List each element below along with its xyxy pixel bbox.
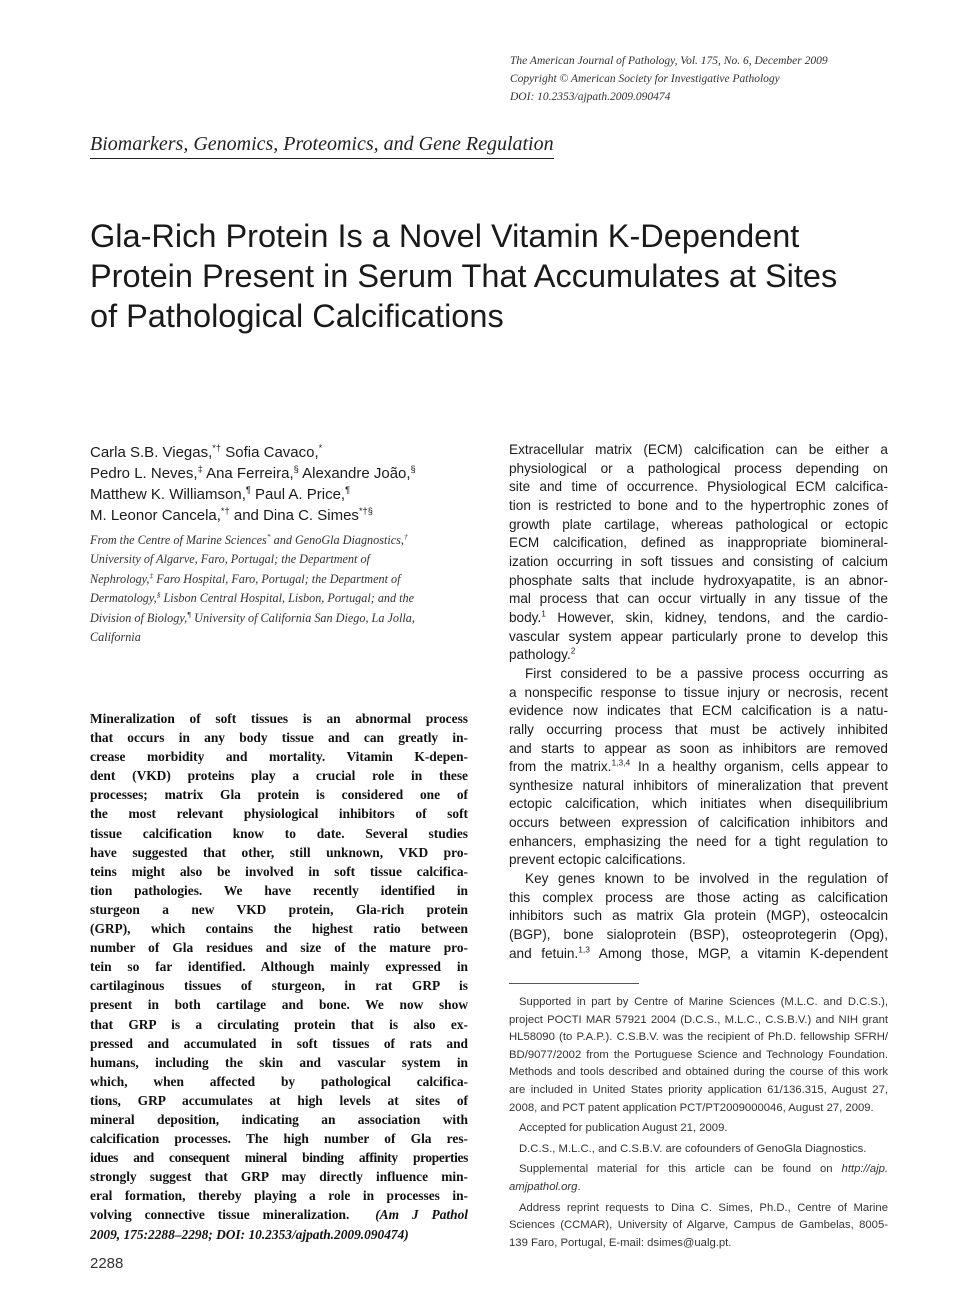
affiliation-mark: ‡ (149, 570, 154, 580)
affiliation-mark: † (403, 531, 408, 541)
author-name: Pedro L. Neves, (90, 465, 198, 482)
author-affiliation-mark: * (318, 443, 323, 453)
body-line: synthesize natural inhibitors of mineralization that prevent (509, 777, 888, 793)
reprint-footnote (509, 1200, 888, 1253)
author-name: Matthew K. Williamson, (90, 486, 246, 503)
paragraph-1 (509, 441, 888, 665)
abstract-line: sturgeon a new VKD protein, Gla-rich protein (90, 901, 468, 917)
body-line: (BGP), bone sialoprotein (BSP), osteoprotegerin (Opg), (509, 927, 888, 943)
footnote-line: Supported in part by Centre of Marine Sciences (M.L.C. and D.C.S.), (519, 996, 888, 1008)
author-affiliation-mark: ¶ (345, 485, 351, 495)
section-heading: Biomarkers, Genomics, Proteomics, and Gene Regulation (90, 130, 554, 159)
introduction-text (509, 441, 888, 963)
journal-copyright-line: Copyright © American Society for Investigative Pathology (510, 73, 780, 85)
body-line (509, 758, 888, 777)
abstract-text: volving connective tissue mineralization. (90, 1207, 350, 1223)
cofounders-footnote (509, 1141, 888, 1159)
footnote-line: Accepted for publication August 21, 2009. (519, 1122, 728, 1135)
affiliations (90, 531, 468, 647)
abstract-line: Mineralization of soft tissues is an abnormal process (90, 711, 468, 726)
affiliation-text: California (90, 630, 141, 645)
affiliation-text: University of Algarve, Faro, Portugal; the Department of (90, 552, 370, 567)
paragraph-2 (509, 665, 888, 870)
abstract-line: cartilaginous tissues of sturgeon, in rat GRP is (90, 978, 468, 994)
funding-footnote (509, 994, 888, 1117)
body-line: a nonspecific response to tissue injury or necrosis, recent (509, 684, 888, 700)
supplemental-link[interactable]: http://ajp. (841, 1163, 889, 1176)
journal-volume-line: The American Journal of Pathology, Vol. 175, No. 6, December 2009 (510, 55, 828, 67)
affiliation-text: Dermatology, (90, 591, 157, 606)
abstract-line: calcification processes. The high number of Gla res- (90, 1131, 468, 1147)
supplemental-link-continued[interactable]: amjpathol.org (509, 1180, 578, 1193)
author-line (90, 484, 490, 505)
affiliation-line (90, 531, 468, 550)
abstract-line: which, when affected by pathological calcifica- (90, 1073, 468, 1089)
author-affiliation-mark: § (293, 464, 299, 474)
author-name: M. Leonor Cancela, (90, 507, 221, 524)
author-line (90, 442, 490, 463)
body-line: Extracellular matrix (ECM) calcification can be either a (509, 442, 888, 457)
body-line (509, 609, 888, 628)
abstract-line: teins might also be involved in soft tissue calcifica- (90, 863, 468, 879)
affiliation-text: From the Centre of Marine Sciences (90, 533, 267, 547)
footnote-line: 139 Faro, Portugal, E-mail: dsimes@ualg.pt. (509, 1236, 732, 1249)
author-name: and Dina C. Simes (233, 507, 359, 524)
abstract-line: number of Gla residues and size of the mature pro- (90, 940, 468, 956)
footnote-line: are included in United States priority application 61/136.315, August 27, (509, 1083, 888, 1096)
title-line-1: Gla-Rich Protein Is a Novel Vitamin K-Dependent (90, 218, 800, 254)
body-line: site and time of occurrence. Physiological ECM calcifica- (509, 479, 888, 495)
affiliation-text: and GenoGla Diagnostics, (270, 533, 404, 547)
citation-ref[interactable]: 1,3,4 (611, 757, 631, 768)
footnote-line: Methods and tools described and obtained during the course of this work (509, 1066, 888, 1079)
affiliation-line (90, 589, 468, 608)
body-text: However, skin, kidney, tendons, and the cardio- (545, 609, 888, 625)
affiliation-text: University of California San Diego, La Jolla, (191, 610, 415, 625)
body-line: occurs between expression of calcification inhibitors and (509, 815, 888, 831)
footnote-line: Sciences (CCMAR), University of Algarve, Campus de Gambelas, 8005- (509, 1219, 888, 1232)
abstract-line: tissue calcification know to date. Several studies (90, 825, 468, 841)
abstract-line: mineral deposition, indicating an association with (90, 1111, 468, 1127)
journal-citation-header (510, 52, 950, 106)
body-line: this complex process are those acting as calcification (509, 889, 888, 905)
body-line: First considered to be a passive process occurring as (525, 665, 888, 681)
footnote-line: BD/9077/2002 from the Portuguese Science and Technology Foundation. (509, 1048, 888, 1061)
footnote-divider (509, 983, 639, 984)
author-affiliation-mark: *†§ (358, 506, 373, 516)
abstract-line: strongly suggest that GRP may directly influence min- (90, 1169, 468, 1185)
footnote-line: project POCTI MAR 57921 2004 (D.C.S., M.L.C., C.S.B.V.) and NIH grant (509, 1013, 888, 1026)
article-title (90, 216, 910, 336)
affiliation-mark: * (266, 531, 271, 541)
body-text: pathology. (509, 647, 571, 663)
page-number: 2288 (90, 1255, 124, 1272)
affiliation-text: Lisbon Central Hospital, Lisbon, Portugal; and the (160, 591, 415, 606)
author-affiliation-mark: *† (212, 443, 222, 453)
abstract-line: have suggested that other, still unknown, VKD pro- (90, 844, 468, 860)
body-line: rally occurring process that must be actively inhibited (509, 721, 888, 737)
supplemental-footnote (509, 1161, 888, 1196)
body-line (509, 646, 888, 665)
body-line (509, 945, 888, 964)
abstract-line: that occurs in any body tissue and can greatly in- (90, 730, 468, 746)
abstract-line: tion pathologies. We have recently identified in (90, 882, 468, 898)
abstract-line: dent (VKD) proteins play a crucial role in these (90, 768, 468, 784)
abstract-line: tein so far identified. Although mainly expressed in (90, 959, 468, 975)
abstract-line: pressed and accumulated in soft tissues of rats and (90, 1035, 468, 1051)
citation-ref[interactable]: 2 (570, 645, 576, 656)
footnote-line: Address reprint requests to Dina C. Simes, Ph.D., Centre of Marine (519, 1201, 888, 1214)
abstract-citation: (Am J Pathol (375, 1207, 468, 1223)
abstract-line: tions, GRP accumulates at high levels at sites of (90, 1092, 468, 1108)
footnote-line (509, 1179, 888, 1197)
body-line: ectopic calcification, which initiates when disequilibrium (509, 796, 888, 812)
footnote-text: Supplemental material for this article can be found on (519, 1163, 833, 1176)
author-affiliation-mark: ‡ (197, 464, 203, 474)
footnotes (509, 994, 888, 1255)
abstract-citation-line: 2009, 175:2288–2298; DOI: 10.2353/ajpath.2009.090474) (90, 1226, 409, 1242)
abstract-line: idues and consequent mineral binding affinity properties (90, 1150, 468, 1166)
footnote-line: D.C.S., M.L.C., and C.S.B.V. are cofounders of GenoGla Diagnostics. (519, 1142, 867, 1155)
author-affiliation-mark: ¶ (245, 485, 251, 495)
affiliation-line (90, 550, 468, 569)
affiliation-line (90, 628, 468, 647)
body-line: mal process that can occur virtually in any tissue of the (509, 591, 888, 607)
author-name: Paul A. Price, (255, 486, 346, 503)
abstract-line: (GRP), which contains the highest ratio between (90, 921, 468, 937)
affiliation-mark: ¶ (187, 609, 192, 619)
body-line: phosphate salts that include hydroxyapatite, is an abnor- (509, 572, 888, 588)
footnote-line: 2008, and PCT patent application PCT/PT2009000046, August 27, 2009. (509, 1101, 874, 1114)
affiliation-text: Faro Hospital, Faro, Portugal; the Department of (153, 571, 401, 586)
journal-doi-line: DOI: 10.2353/ajpath.2009.090474 (510, 91, 671, 103)
title-line-2: Protein Present in Serum That Accumulates at Sites (90, 258, 838, 294)
affiliation-line (90, 570, 468, 589)
body-text: Among those, MGP, a vitamin K-dependent (589, 945, 888, 961)
footnote-line (509, 1161, 888, 1179)
author-list (90, 442, 490, 526)
paragraph-3 (509, 870, 888, 963)
body-text: body. (509, 609, 542, 625)
citation-ref[interactable]: 1 (541, 608, 546, 619)
affiliation-text: Division of Biology, (90, 610, 188, 625)
abstract-line: the most relevant physiological inhibitors of soft (90, 806, 468, 822)
footnote-text: . (577, 1180, 581, 1193)
body-line: growth plate cartilage, whereas pathological or ectopic (509, 516, 888, 532)
title-line-3: of Pathological Calcifications (90, 298, 504, 334)
abstract-line: eral formation, thereby playing a role in processes in- (90, 1188, 468, 1204)
body-text: from the matrix. (509, 759, 612, 775)
body-line: evidence now indicates that ECM calcification is a natu- (509, 703, 888, 719)
body-line: ization occurring in soft tissues and consisting of calcium (509, 553, 888, 569)
body-line: inhibitors such as matrix Gla protein (MGP), osteocalcin (509, 908, 888, 924)
accepted-footnote (509, 1120, 888, 1138)
body-line: ECM calcification, defined as inappropriate biomineral- (509, 535, 888, 551)
author-affiliation-mark: *† (220, 506, 230, 516)
abstract-line: humans, including the skin and vascular system in (90, 1054, 468, 1070)
author-name: Carla S.B. Viegas, (90, 444, 213, 461)
abstract-line: processes; matrix Gla protein is considered one of (90, 787, 468, 803)
body-text: and fetuin. (509, 945, 579, 961)
abstract-line (90, 1205, 468, 1224)
author-name: Alexandre João, (302, 465, 411, 482)
body-line: enhancers, emphasizing the need for a tight regulation to (509, 833, 888, 849)
body-line: and starts to appear as soon as inhibitors are removed (509, 740, 888, 756)
body-line: physiological or a pathological process depending on (509, 460, 888, 476)
citation-ref[interactable]: 1,3 (578, 944, 590, 955)
author-name: Ana Ferreira, (206, 465, 294, 482)
body-text: In a healthy organism, cells appear to (630, 759, 888, 775)
author-name: Sofia Cavaco, (225, 444, 319, 461)
body-line: Key genes known to be involved in the regulation of (525, 871, 888, 887)
abstract (90, 709, 468, 1244)
footnote-line: HL58090 (to P.A.P.). C.S.B.V. was the recipient of Ph.D. fellowship SFRH/ (509, 1031, 888, 1044)
abstract-line: present in both cartilage and bone. We now show (90, 997, 468, 1013)
affiliation-mark: § (156, 590, 161, 600)
affiliation-text: Nephrology, (90, 571, 150, 586)
abstract-line: that GRP is a circulating protein that is also ex- (90, 1016, 468, 1032)
author-line (90, 463, 490, 484)
author-line (90, 505, 490, 526)
affiliation-line (90, 609, 468, 628)
body-line: vascular system appear particularly prone to develop this (509, 628, 888, 644)
body-line: tion is restricted to bone and to the hypertrophic zones of (509, 497, 888, 513)
author-affiliation-mark: § (410, 464, 416, 474)
body-line: prevent ectopic calcifications. (509, 852, 686, 868)
abstract-line: crease morbidity and mortality. Vitamin K-depen- (90, 749, 468, 765)
